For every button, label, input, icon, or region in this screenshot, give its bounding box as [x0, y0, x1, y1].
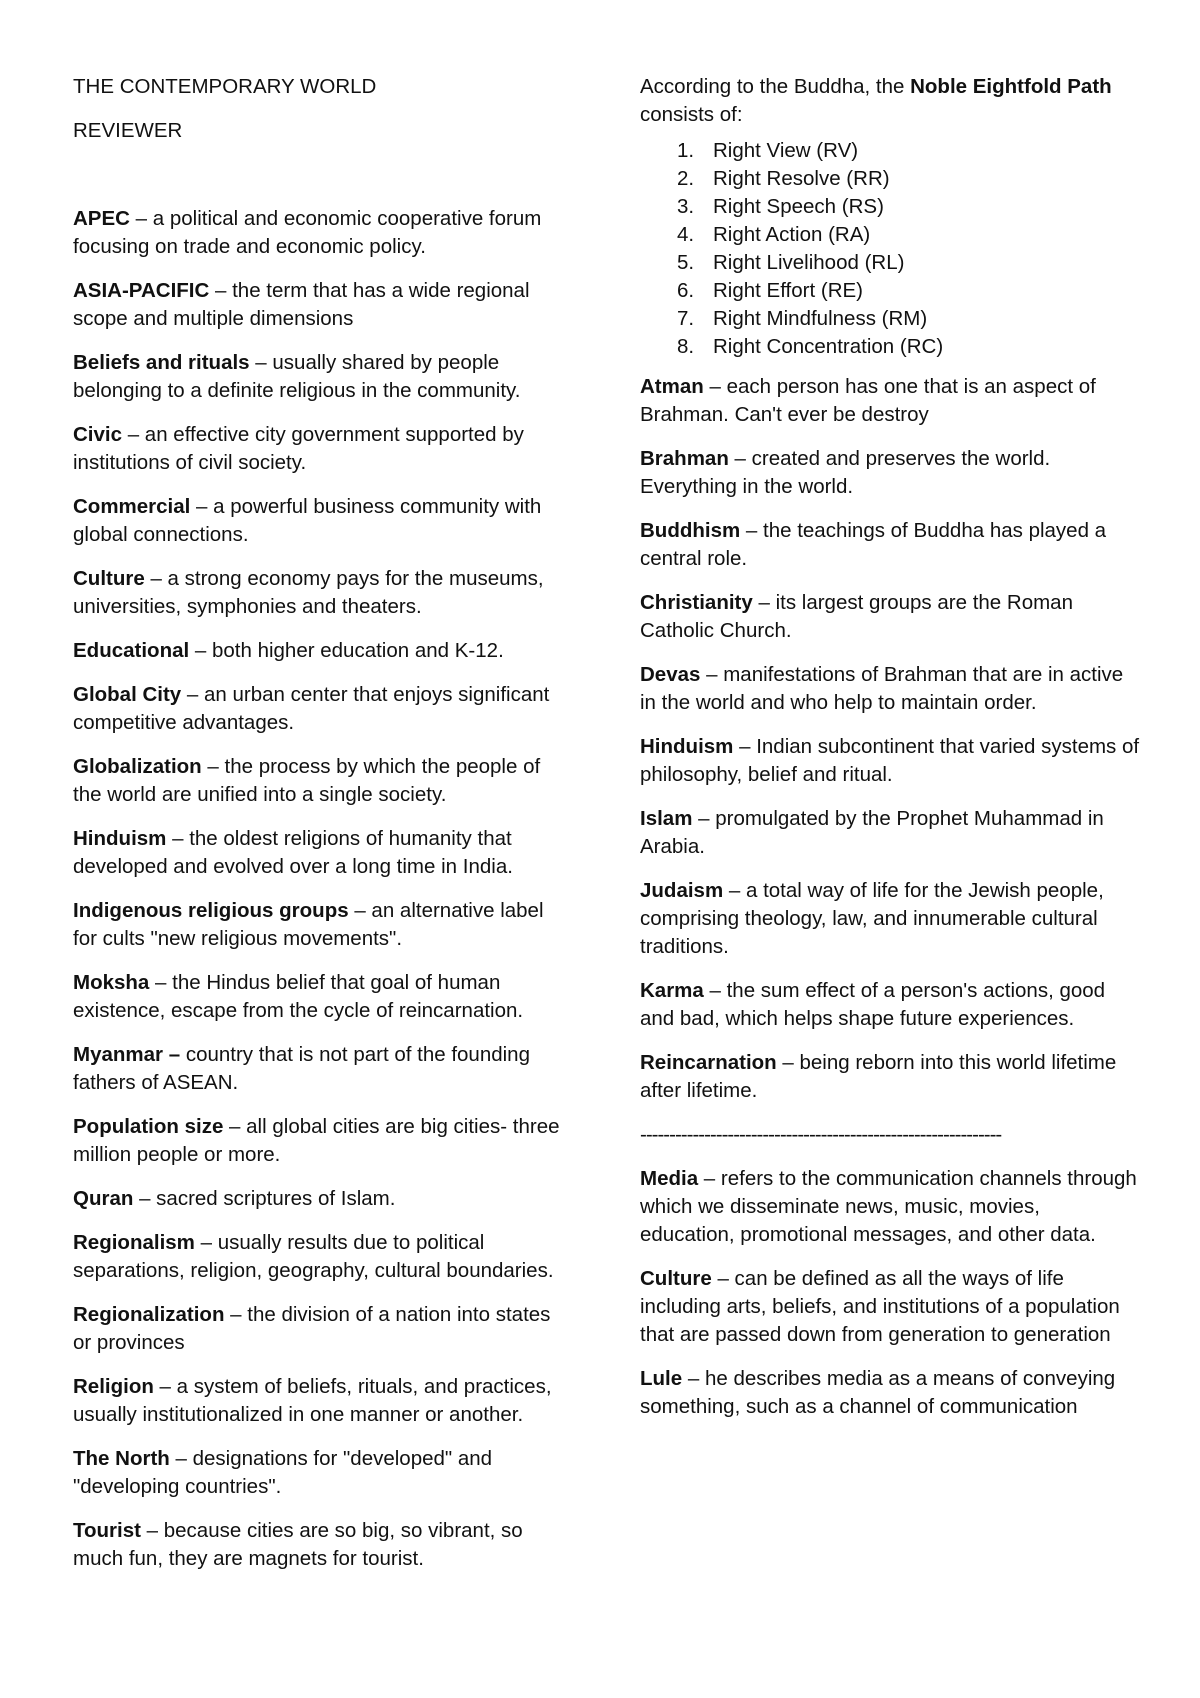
glossary-term: Buddhism: [640, 519, 741, 542]
glossary-entry: [640, 589, 1140, 645]
glossary-term: Commercial: [73, 495, 191, 518]
eightfold-path-item: [640, 249, 1140, 277]
glossary-definition: being reborn into this world lifetime after lifetime.: [640, 1051, 1117, 1102]
glossary-term: Global City: [73, 683, 182, 706]
eightfold-intro-after: consists of:: [640, 103, 743, 126]
glossary-definition: designations for "developed" and "developing countries".: [73, 1447, 493, 1498]
eightfold-intro-before: According to the Buddha, the: [640, 75, 911, 98]
document-title: THE CONTEMPORARY WORLD: [73, 75, 377, 98]
glossary-term: Beliefs and rituals: [73, 351, 250, 374]
glossary-separator: –: [201, 755, 225, 778]
glossary-term: APEC: [73, 207, 130, 230]
glossary-separator: –: [169, 1447, 193, 1470]
glossary-definition: can be defined as all the ways of life including arts, beliefs, and institutions of a population that are passed down from generation to generation: [640, 1267, 1120, 1346]
glossary-separator: –: [348, 899, 372, 922]
glossary-term: Judaism: [640, 879, 724, 902]
glossary-term: Moksha: [73, 971, 150, 994]
glossary-entry: [640, 1165, 1140, 1249]
glossary-entry: [640, 373, 1140, 429]
eightfold-path-item: [640, 305, 1140, 333]
glossary-entry: [73, 1041, 573, 1097]
glossary-entry: [73, 565, 573, 621]
glossary-definition: a powerful business community with global connections.: [73, 495, 542, 546]
glossary-definition: manifestations of Brahman that are in active in the world and who help to maintain order.: [640, 663, 1124, 714]
glossary-definition: an effective city government supported by institutions of civil society.: [73, 423, 524, 474]
glossary-entry: [73, 1517, 573, 1573]
glossary-definition: the Hindus belief that goal of human existence, escape from the cycle of reincarnation.: [73, 971, 524, 1022]
glossary-separator: –: [703, 375, 727, 398]
glossary-separator: –: [776, 1051, 800, 1074]
glossary-definition: a total way of life for the Jewish people, comprising theology, law, and innumerable cultural traditions.: [640, 879, 1104, 958]
glossary-definition: Indian subcontinent that varied systems of philosophy, belief and ritual.: [640, 735, 1140, 786]
glossary-entry: [73, 277, 573, 333]
glossary-definition: its largest groups are the Roman Catholic Church.: [640, 591, 1073, 642]
glossary-entry: [73, 349, 573, 405]
glossary-entry: [640, 661, 1140, 717]
glossary-definition: an urban center that enjoys significant competitive advantages.: [73, 683, 550, 734]
glossary-definition: the sum effect of a person's actions, good and bad, which helps shape future experiences.: [640, 979, 1106, 1030]
glossary-entry: [73, 1229, 573, 1285]
glossary-definition: refers to the communication channels through which we disseminate news, music, movies, education, promotional messages, and other data.: [640, 1167, 1137, 1246]
glossary-entry: [73, 825, 573, 881]
glossary-separator: –: [166, 827, 190, 850]
glossary-entry: [640, 445, 1140, 501]
glossary-separator: –: [140, 1519, 164, 1542]
glossary-separator: –: [692, 807, 716, 830]
glossary-term: Indigenous religious groups: [73, 899, 349, 922]
glossary-entry: [640, 805, 1140, 861]
glossary-definition: an alternative label for cults "new religious movements".: [73, 899, 544, 950]
glossary-term: The North: [73, 1447, 170, 1470]
glossary-term: Myanmar –: [73, 1043, 181, 1066]
glossary-separator: –: [733, 735, 757, 758]
glossary-entry: [73, 681, 573, 737]
glossary-term: Religion: [73, 1375, 154, 1398]
glossary-definition: created and preserves the world. Everything in the world.: [640, 447, 1051, 498]
glossary-list-media: [640, 1165, 1140, 1421]
eightfold-path-list: [640, 137, 1140, 361]
glossary-separator: –: [189, 639, 212, 662]
glossary-term: Atman: [640, 375, 704, 398]
glossary-separator: –: [723, 879, 746, 902]
glossary-definition: country that is not part of the founding fathers of ASEAN.: [73, 1043, 530, 1094]
glossary-definition: a system of beliefs, rituals, and practices, usually institutionalized in one manner or another.: [73, 1375, 552, 1426]
glossary-entry: [73, 1113, 573, 1169]
glossary-definition: a strong economy pays for the museums, universities, symphonies and theaters.: [73, 567, 544, 618]
glossary-entry: [640, 733, 1140, 789]
eightfold-path-text: Right Action (RA): [713, 223, 871, 246]
glossary-definition: the oldest religions of humanity that developed and evolved over a long time in India.: [73, 827, 513, 878]
glossary-term: Lule: [640, 1367, 683, 1390]
glossary-separator: –: [711, 1267, 735, 1290]
list-number: 7.: [677, 307, 695, 330]
glossary-definition: he describes media as a means of conveying something, such as a channel of communication: [640, 1367, 1116, 1418]
eightfold-path-text: Right View (RV): [713, 139, 859, 162]
glossary-term: Devas: [640, 663, 701, 686]
list-number: 1.: [677, 139, 695, 162]
glossary-term: Tourist: [73, 1519, 141, 1542]
glossary-term: Regionalization: [73, 1303, 225, 1326]
list-number: 3.: [677, 195, 695, 218]
glossary-separator: –: [698, 1167, 721, 1190]
eightfold-intro-bold: Noble Eightfold Path: [910, 75, 1112, 98]
glossary-entry: [73, 493, 573, 549]
glossary-separator: –: [682, 1367, 705, 1390]
document-subtitle: REVIEWER: [73, 119, 183, 142]
glossary-definition: a political and economic cooperative forum focusing on trade and economic policy.: [73, 207, 542, 258]
title-spacer: [73, 161, 573, 205]
glossary-entry: [73, 753, 573, 809]
glossary-separator: –: [129, 207, 153, 230]
glossary-term: Hinduism: [640, 735, 734, 758]
glossary-term: Karma: [640, 979, 704, 1002]
glossary-separator: –: [752, 591, 776, 614]
glossary-definition: promulgated by the Prophet Muhammad in Arabia.: [640, 807, 1104, 858]
glossary-entry: [73, 1445, 573, 1501]
glossary-term: Quran: [73, 1187, 134, 1210]
glossary-term: ASIA-PACIFIC: [73, 279, 210, 302]
glossary-entry: [640, 1265, 1140, 1349]
eightfold-path-item: [640, 137, 1140, 165]
glossary-separator: –: [209, 279, 233, 302]
eightfold-path-item: [640, 221, 1140, 249]
glossary-entry: [640, 1365, 1140, 1421]
glossary-separator: –: [181, 683, 205, 706]
glossary-separator: –: [700, 663, 724, 686]
glossary-entry: [73, 421, 573, 477]
glossary-separator: –: [144, 567, 168, 590]
glossary-separator: –: [194, 1231, 218, 1254]
glossary-term: Hinduism: [73, 827, 167, 850]
glossary-definition: usually shared by people belonging to a definite religious in the community.: [73, 351, 521, 402]
glossary-definition: the process by which the people of the world are unified into a single society.: [73, 755, 541, 806]
glossary-entry: [73, 1301, 573, 1357]
glossary-separator: –: [249, 351, 273, 374]
glossary-separator: –: [223, 1115, 247, 1138]
eightfold-path-item: [640, 333, 1140, 361]
glossary-separator: –: [703, 979, 727, 1002]
glossary-separator: –: [224, 1303, 248, 1326]
glossary-term: Population size: [73, 1115, 224, 1138]
glossary-entry: [73, 205, 573, 261]
glossary-entry: [640, 877, 1140, 961]
glossary-separator: –: [133, 1187, 157, 1210]
glossary-definition: the teachings of Buddha has played a central role.: [640, 519, 1107, 570]
glossary-definition: the division of a nation into states or provinces: [73, 1303, 551, 1354]
glossary-definition: each person has one that is an aspect of Brahman. Can't ever be destroy: [640, 375, 1096, 426]
glossary-entry: [640, 1049, 1140, 1105]
list-number: 4.: [677, 223, 695, 246]
right-column: [640, 73, 1140, 1437]
glossary-term: Christianity: [640, 591, 753, 614]
glossary-term: Civic: [73, 423, 122, 446]
glossary-entry: [640, 517, 1140, 573]
left-column: [73, 73, 573, 1589]
glossary-entry: [640, 977, 1140, 1033]
eightfold-path-text: Right Effort (RE): [713, 279, 863, 302]
glossary-entry: [73, 1373, 573, 1429]
list-number: 5.: [677, 251, 695, 274]
glossary-separator: –: [728, 447, 752, 470]
eightfold-path-item: [640, 277, 1140, 305]
glossary-definition: sacred scriptures of Islam.: [156, 1187, 396, 1210]
eightfold-path-text: Right Mindfulness (RM): [713, 307, 928, 330]
glossary-entry: [73, 897, 573, 953]
glossary-term: Reincarnation: [640, 1051, 777, 1074]
list-number: 8.: [677, 335, 695, 358]
eightfold-path-text: Right Resolve (RR): [713, 167, 890, 190]
glossary-definition: both higher education and K-12.: [211, 639, 504, 662]
glossary-separator: –: [149, 971, 173, 994]
list-number: 6.: [677, 279, 695, 302]
glossary-list-right: [640, 373, 1140, 1105]
glossary-definition: usually results due to political separations, religion, geography, cultural boundaries.: [73, 1231, 554, 1282]
glossary-definition: all global cities are big cities- three million people or more.: [73, 1115, 560, 1166]
glossary-term: Culture: [640, 1267, 712, 1290]
glossary-entry: [73, 637, 573, 665]
glossary-separator: –: [153, 1375, 177, 1398]
glossary-separator: –: [122, 423, 145, 446]
section-divider: --------------------------------------------------------------: [640, 1123, 1002, 1146]
eightfold-path-text: Right Concentration (RC): [713, 335, 944, 358]
eightfold-path-text: Right Speech (RS): [713, 195, 884, 218]
eightfold-path-item: [640, 193, 1140, 221]
glossary-entry: [73, 969, 573, 1025]
glossary-term: Brahman: [640, 447, 729, 470]
eightfold-intro: [640, 73, 1140, 129]
glossary-entry: [73, 1185, 573, 1213]
glossary-term: Globalization: [73, 755, 202, 778]
list-number: 2.: [677, 167, 695, 190]
glossary-term: Islam: [640, 807, 693, 830]
glossary-term: Culture: [73, 567, 145, 590]
glossary-definition: the term that has a wide regional scope and multiple dimensions: [73, 279, 530, 330]
glossary-separator: –: [740, 519, 764, 542]
glossary-definition: because cities are so big, so vibrant, so much fun, they are magnets for tourist.: [73, 1519, 523, 1570]
glossary-term: Regionalism: [73, 1231, 195, 1254]
glossary-list-left: [73, 205, 573, 1573]
eightfold-path-item: [640, 165, 1140, 193]
glossary-separator: –: [190, 495, 214, 518]
glossary-term: Media: [640, 1167, 699, 1190]
glossary-term: Educational: [73, 639, 190, 662]
eightfold-path-text: Right Livelihood (RL): [713, 251, 905, 274]
